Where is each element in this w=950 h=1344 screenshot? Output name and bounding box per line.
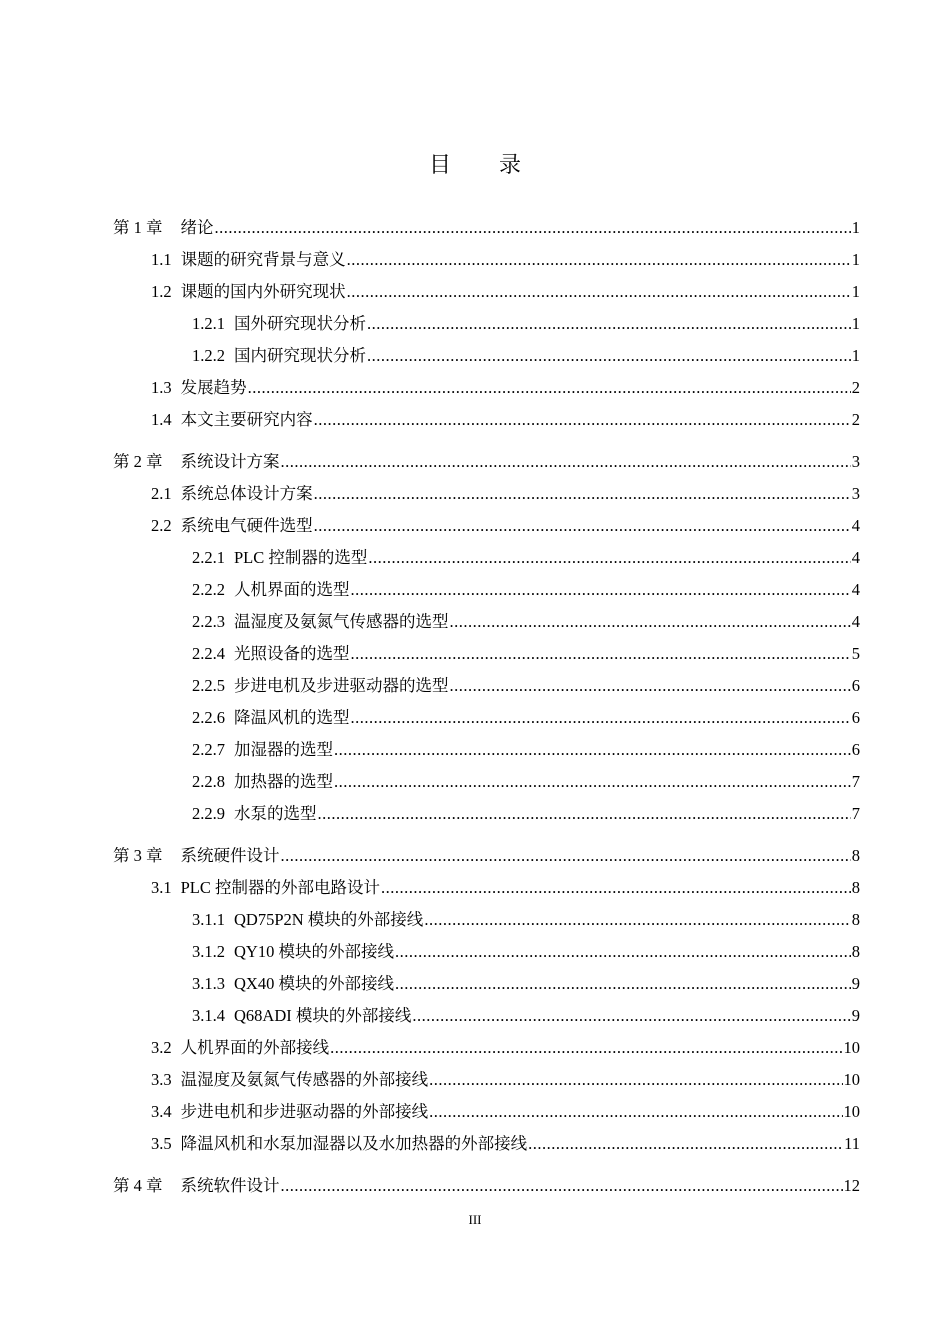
toc-entry-number: 3.1.2 (192, 942, 225, 961)
toc-section-entry[interactable] (113, 638, 860, 670)
toc-dot-leader (395, 968, 851, 1000)
toc-entry-number: 3.5 (151, 1134, 172, 1153)
toc-section-entry[interactable] (113, 766, 860, 798)
toc-section-entry[interactable] (113, 1096, 860, 1128)
toc-section-entry[interactable] (113, 276, 860, 308)
toc-section-entry[interactable] (113, 340, 860, 372)
toc-entry-title: 本文主要研究内容 (180, 410, 313, 429)
toc-entry-number: 3.1.1 (192, 910, 225, 929)
toc-entry-number: 1.2.2 (192, 346, 225, 365)
toc-entry-page: 4 (851, 548, 860, 567)
toc-entry-page: 1 (851, 346, 860, 365)
toc-section-entry[interactable] (113, 510, 860, 542)
toc-entry-title: 人机界面的选型 (234, 580, 350, 599)
toc-chapter-entry[interactable] (113, 1170, 860, 1202)
toc-dot-leader (429, 1064, 842, 1096)
toc-entry-page: 8 (851, 878, 860, 897)
toc-entry-title: 国内研究现状分析 (234, 346, 366, 365)
toc-dot-leader (347, 244, 851, 276)
toc-entry-number: 1.2 (151, 282, 172, 301)
toc-section-entry[interactable] (113, 372, 860, 404)
toc-entry-number: 2.2.1 (192, 548, 225, 567)
toc-entry-page: 10 (843, 1038, 860, 1057)
toc-entry-page: 7 (851, 772, 860, 791)
toc-section-entry[interactable] (113, 702, 860, 734)
toc-entry-number: 3.1.4 (192, 1006, 225, 1025)
toc-entry-title: 温湿度及氨氮气传感器的选型 (234, 612, 449, 631)
toc-section-entry[interactable] (113, 1128, 860, 1160)
toc-entry-number: 3.4 (151, 1102, 172, 1121)
toc-entry-number: 1.2.1 (192, 314, 225, 333)
toc-section-entry[interactable] (113, 968, 860, 1000)
toc-entry-title: 系统设计方案 (180, 452, 280, 471)
toc-entry-number: 2.2.2 (192, 580, 225, 599)
toc-entry-number: 第 4 章 (113, 1176, 163, 1195)
toc-entry-title: 课题的研究背景与意义 (180, 250, 346, 269)
toc-dot-leader (395, 936, 851, 968)
toc-entry-number: 第 1 章 (113, 218, 163, 237)
toc-entry-page: 8 (851, 942, 860, 961)
toc-entry-title: PLC 控制器的外部电路设计 (180, 878, 381, 897)
toc-section-entry[interactable] (113, 936, 860, 968)
toc-dot-leader (528, 1128, 843, 1160)
toc-entry-number: 2.2.8 (192, 772, 225, 791)
toc-entry-title: PLC 控制器的选型 (234, 548, 368, 567)
toc-dot-leader (330, 1032, 842, 1064)
toc-dot-leader (215, 212, 851, 244)
toc-entry-number: 3.1.3 (192, 974, 225, 993)
toc-entry-title: QX40 模块的外部接线 (234, 974, 394, 993)
toc-dot-leader (368, 542, 850, 574)
toc-entry-page: 2 (851, 378, 860, 397)
table-of-contents (113, 212, 860, 1202)
toc-dot-leader (429, 1096, 842, 1128)
toc-entry-page: 8 (851, 910, 860, 929)
toc-entry-page: 3 (851, 484, 860, 503)
page-title (0, 148, 950, 179)
toc-entry-page: 6 (851, 708, 860, 727)
toc-entry-title: 发展趋势 (180, 378, 247, 397)
toc-entry-number: 2.2.3 (192, 612, 225, 631)
toc-section-entry[interactable] (113, 872, 860, 904)
toc-entry-page: 6 (851, 740, 860, 759)
toc-entry-page: 1 (851, 282, 860, 301)
toc-chapter-entry[interactable] (113, 840, 860, 872)
toc-entry-number: 2.2.6 (192, 708, 225, 727)
toc-dot-leader (450, 670, 851, 702)
toc-dot-leader (334, 766, 851, 798)
toc-entry-title: 系统软件设计 (180, 1176, 280, 1195)
toc-entry-title: QY10 模块的外部接线 (234, 942, 394, 961)
toc-entry-title: 国外研究现状分析 (234, 314, 366, 333)
toc-dot-leader (367, 340, 851, 372)
toc-entry-page: 11 (844, 1134, 860, 1153)
toc-entry-page: 4 (851, 516, 860, 535)
toc-entry-number: 1.3 (151, 378, 172, 397)
toc-entry-page: 4 (851, 580, 860, 599)
toc-entry-title: 系统总体设计方案 (180, 484, 313, 503)
toc-entry-page: 6 (851, 676, 860, 695)
title-char-1: 目 (428, 152, 451, 177)
toc-entry-page: 4 (851, 612, 860, 631)
toc-section-entry[interactable] (113, 1064, 860, 1096)
toc-section-entry[interactable] (113, 542, 860, 574)
toc-chapter-entry[interactable] (113, 446, 860, 478)
toc-entry-page: 9 (851, 1006, 860, 1025)
toc-entry-number: 1.4 (151, 410, 172, 429)
toc-entry-page: 10 (843, 1102, 860, 1121)
toc-section-entry[interactable] (113, 798, 860, 830)
toc-dot-leader (314, 510, 851, 542)
toc-entry-title: 降温风机的选型 (234, 708, 350, 727)
toc-entry-title: 步进电机及步进驱动器的选型 (234, 676, 449, 695)
toc-entry-title: Q68ADI 模块的外部接线 (234, 1006, 412, 1025)
toc-dot-leader (281, 1170, 843, 1202)
toc-dot-leader (248, 372, 851, 404)
toc-entry-title: QD75P2N 模块的外部接线 (234, 910, 424, 929)
title-char-2: 录 (499, 152, 522, 177)
toc-entry-title: 系统硬件设计 (180, 846, 280, 865)
toc-dot-leader (347, 276, 851, 308)
toc-dot-leader (367, 308, 851, 340)
toc-section-entry[interactable] (113, 404, 860, 436)
toc-entry-number: 2.2.7 (192, 740, 225, 759)
toc-dot-leader (424, 904, 850, 936)
toc-entry-number: 2.2 (151, 516, 172, 535)
toc-entry-number: 2.1 (151, 484, 172, 503)
toc-dot-leader (450, 606, 851, 638)
toc-entry-title: 系统电气硬件选型 (180, 516, 313, 535)
toc-entry-page: 1 (851, 218, 860, 237)
toc-section-entry[interactable] (113, 1032, 860, 1064)
toc-entry-number: 2.2.4 (192, 644, 225, 663)
toc-entry-number: 3.2 (151, 1038, 172, 1057)
toc-dot-leader (412, 1000, 850, 1032)
toc-entry-title: 加湿器的选型 (234, 740, 333, 759)
toc-entry-page: 1 (851, 314, 860, 333)
toc-entry-number: 3.3 (151, 1070, 172, 1089)
toc-dot-leader (351, 574, 851, 606)
toc-section-entry[interactable] (113, 574, 860, 606)
toc-entry-title: 温湿度及氨氮气传感器的外部接线 (180, 1070, 429, 1089)
toc-section-entry[interactable] (113, 478, 860, 510)
toc-dot-leader (318, 798, 851, 830)
toc-entry-title: 降温风机和水泵加湿器以及水加热器的外部接线 (180, 1134, 528, 1153)
toc-dot-leader (334, 734, 851, 766)
toc-entry-title: 人机界面的外部接线 (180, 1038, 330, 1057)
toc-entry-title: 光照设备的选型 (234, 644, 350, 663)
toc-section-entry[interactable] (113, 606, 860, 638)
toc-entry-number: 1.1 (151, 250, 172, 269)
toc-dot-leader (281, 446, 851, 478)
toc-section-entry[interactable] (113, 670, 860, 702)
toc-entry-page: 12 (843, 1176, 860, 1195)
toc-entry-page: 10 (843, 1070, 860, 1089)
toc-entry-title: 水泵的选型 (234, 804, 317, 823)
toc-dot-leader (314, 478, 851, 510)
toc-entry-number: 第 3 章 (113, 846, 163, 865)
toc-entry-page: 9 (851, 974, 860, 993)
toc-dot-leader (351, 702, 851, 734)
toc-dot-leader (381, 872, 851, 904)
toc-section-entry[interactable] (113, 308, 860, 340)
toc-section-entry[interactable] (113, 1000, 860, 1032)
toc-section-entry[interactable] (113, 244, 860, 276)
toc-entry-number: 第 2 章 (113, 452, 163, 471)
toc-entry-title: 加热器的选型 (234, 772, 333, 791)
toc-dot-leader (281, 840, 851, 872)
page-number-footer: III (468, 1212, 482, 1227)
toc-entry-page: 3 (851, 452, 860, 471)
toc-entry-page: 1 (851, 250, 860, 269)
toc-entry-page: 8 (851, 846, 860, 865)
toc-dot-leader (314, 404, 851, 436)
toc-entry-number: 3.1 (151, 878, 172, 897)
toc-dot-leader (351, 638, 851, 670)
toc-chapter-entry[interactable] (113, 212, 860, 244)
toc-entry-number: 2.2.5 (192, 676, 225, 695)
toc-section-entry[interactable] (113, 904, 860, 936)
toc-entry-number: 2.2.9 (192, 804, 225, 823)
toc-entry-title: 步进电机和步进驱动器的外部接线 (180, 1102, 429, 1121)
toc-section-entry[interactable] (113, 734, 860, 766)
toc-entry-title: 课题的国内外研究现状 (180, 282, 346, 301)
toc-entry-title: 绪论 (180, 218, 214, 237)
toc-entry-page: 7 (851, 804, 860, 823)
toc-entry-page: 2 (851, 410, 860, 429)
toc-entry-page: 5 (851, 644, 860, 663)
